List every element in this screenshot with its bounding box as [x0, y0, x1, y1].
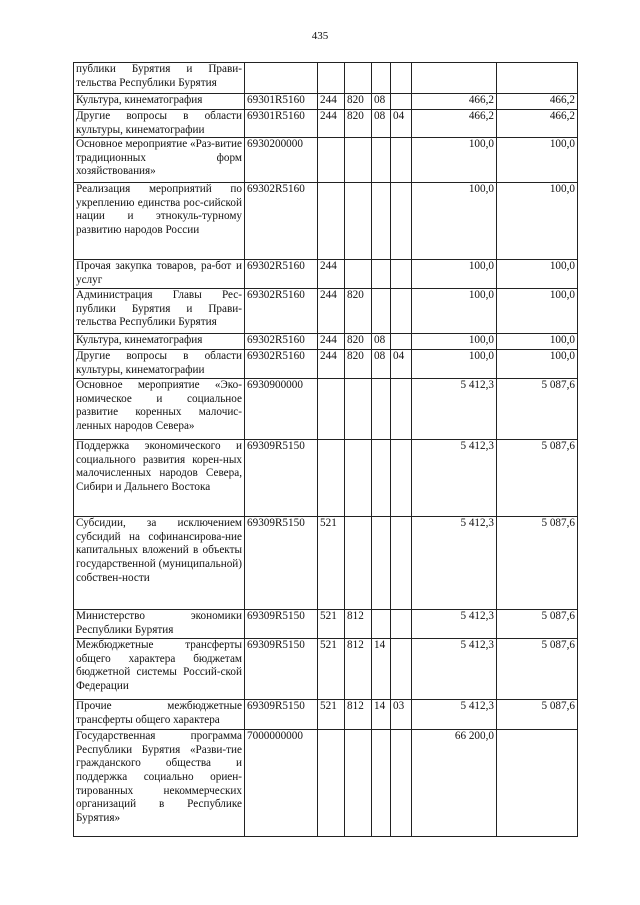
- row-name-cell: Прочая закупка товаров, ра-бот и услуг: [74, 260, 245, 289]
- row-name-cell: Культура, кинематография: [74, 334, 245, 350]
- row-amount-1-cell: 100,0: [412, 350, 497, 379]
- row-pr-cell: [391, 334, 412, 350]
- row-code-cell: 69302R5160: [245, 334, 318, 350]
- table-row: [74, 610, 578, 639]
- row-vr-cell: [318, 138, 345, 183]
- row-amount-1-cell: 5 412,3: [412, 440, 497, 517]
- row-code-cell: 69309R5150: [245, 610, 318, 639]
- row-name-cell: Основное мероприятие «Раз-витие традиционных форм хозяйствования»: [74, 138, 245, 183]
- row-pr-cell: 03: [391, 700, 412, 730]
- row-pr-cell: 04: [391, 350, 412, 379]
- row-grbs-cell: [345, 260, 372, 289]
- row-amount-2-cell: 5 087,6: [497, 379, 578, 440]
- row-code-cell: 6930200000: [245, 138, 318, 183]
- row-name-cell: Культура, кинематография: [74, 94, 245, 110]
- row-amount-1-cell: 100,0: [412, 183, 497, 260]
- row-name-cell: Субсидии, за исключением субсидий на софинансирова-ние капитальных вложений в объекты государственной (муниципальной) собствен-ности: [74, 517, 245, 610]
- row-grbs-cell: [345, 379, 372, 440]
- row-amount-1-cell: 5 412,3: [412, 610, 497, 639]
- row-vr-cell: [318, 440, 345, 517]
- row-code-cell: 69309R5150: [245, 639, 318, 700]
- row-rz-cell: [372, 183, 391, 260]
- row-amount-2-cell: [497, 730, 578, 837]
- row-grbs-cell: 820: [345, 350, 372, 379]
- row-name-cell: Реализация мероприятий по укреплению единства рос-сийской нации и этнокуль-турному развитию народов России: [74, 183, 245, 260]
- row-pr-cell: [391, 138, 412, 183]
- row-amount-2-cell: 100,0: [497, 334, 578, 350]
- row-code-cell: [245, 63, 318, 94]
- row-rz-cell: 14: [372, 700, 391, 730]
- row-grbs-cell: [345, 517, 372, 610]
- row-amount-2-cell: [497, 63, 578, 94]
- row-vr-cell: [318, 379, 345, 440]
- row-rz-cell: [372, 517, 391, 610]
- row-vr-cell: [318, 730, 345, 837]
- row-code-cell: 69309R5150: [245, 517, 318, 610]
- row-rz-cell: 14: [372, 639, 391, 700]
- row-code-cell: 69309R5150: [245, 700, 318, 730]
- row-name-cell: Государственная программа Республики Бурятия «Разви-тие гражданского общества и поддержка социально ориен-тированных некоммерческих организаций в Республике Бурятия»: [74, 730, 245, 837]
- row-amount-2-cell: 466,2: [497, 110, 578, 138]
- row-amount-1-cell: 66 200,0: [412, 730, 497, 837]
- row-name-cell: Министерство экономики Республики Бурятия: [74, 610, 245, 639]
- table-row: [74, 379, 578, 440]
- row-amount-2-cell: 100,0: [497, 183, 578, 260]
- row-pr-cell: [391, 730, 412, 837]
- row-rz-cell: [372, 260, 391, 289]
- row-amount-2-cell: 5 087,6: [497, 639, 578, 700]
- row-vr-cell: 521: [318, 517, 345, 610]
- row-rz-cell: [372, 440, 391, 517]
- row-grbs-cell: [345, 183, 372, 260]
- row-grbs-cell: 812: [345, 700, 372, 730]
- table-row: [74, 334, 578, 350]
- row-name-cell: Другие вопросы в области культуры, кинематографии: [74, 110, 245, 138]
- row-code-cell: 69301R5160: [245, 110, 318, 138]
- row-vr-cell: 244: [318, 334, 345, 350]
- table-row: [74, 110, 578, 138]
- row-grbs-cell: 820: [345, 289, 372, 334]
- row-pr-cell: 04: [391, 110, 412, 138]
- row-pr-cell: [391, 289, 412, 334]
- row-amount-1-cell: 466,2: [412, 110, 497, 138]
- table-row: [74, 350, 578, 379]
- row-pr-cell: [391, 94, 412, 110]
- row-amount-2-cell: 100,0: [497, 138, 578, 183]
- row-rz-cell: [372, 63, 391, 94]
- row-vr-cell: 521: [318, 700, 345, 730]
- row-amount-2-cell: 5 087,6: [497, 700, 578, 730]
- table-row: [74, 260, 578, 289]
- row-amount-2-cell: 100,0: [497, 350, 578, 379]
- row-grbs-cell: 820: [345, 334, 372, 350]
- row-name-cell: Прочие межбюджетные трансферты общего характера: [74, 700, 245, 730]
- row-name-cell: публики Бурятия и Прави-тельства Республики Бурятия: [74, 63, 245, 94]
- row-amount-2-cell: 5 087,6: [497, 517, 578, 610]
- row-code-cell: 69301R5160: [245, 94, 318, 110]
- row-grbs-cell: 820: [345, 110, 372, 138]
- row-name-cell: Администрация Главы Рес-публики Бурятия и Прави-тельства Республики Бурятия: [74, 289, 245, 334]
- row-rz-cell: 08: [372, 334, 391, 350]
- row-rz-cell: [372, 138, 391, 183]
- table-row: [74, 517, 578, 610]
- row-pr-cell: [391, 379, 412, 440]
- table-row: [74, 63, 578, 94]
- row-name-cell: Поддержка экономического и социального развития корен-ных малочисленных народов Севера, Сибири и Дальнего Востока: [74, 440, 245, 517]
- page-number: 435: [311, 30, 329, 42]
- row-vr-cell: [318, 183, 345, 260]
- row-code-cell: 69309R5150: [245, 440, 318, 517]
- row-rz-cell: [372, 610, 391, 639]
- row-name-cell: Межбюджетные трансферты общего характера бюджетам бюджетной системы Россий-ской Федерации: [74, 639, 245, 700]
- row-amount-1-cell: 5 412,3: [412, 700, 497, 730]
- row-vr-cell: 244: [318, 260, 345, 289]
- row-pr-cell: [391, 63, 412, 94]
- row-grbs-cell: 812: [345, 639, 372, 700]
- row-amount-1-cell: 100,0: [412, 334, 497, 350]
- row-rz-cell: 08: [372, 94, 391, 110]
- row-amount-1-cell: 5 412,3: [412, 379, 497, 440]
- row-pr-cell: [391, 639, 412, 700]
- table-row: [74, 94, 578, 110]
- row-vr-cell: 521: [318, 610, 345, 639]
- row-vr-cell: 244: [318, 94, 345, 110]
- table-row: [74, 730, 578, 837]
- budget-table: [73, 62, 578, 837]
- row-amount-1-cell: 100,0: [412, 138, 497, 183]
- table-row: [74, 183, 578, 260]
- row-grbs-cell: [345, 440, 372, 517]
- row-grbs-cell: 812: [345, 610, 372, 639]
- row-name-cell: Другие вопросы в области культуры, кинематографии: [74, 350, 245, 379]
- row-vr-cell: 244: [318, 289, 345, 334]
- row-pr-cell: [391, 260, 412, 289]
- row-amount-1-cell: 100,0: [412, 289, 497, 334]
- row-vr-cell: 244: [318, 350, 345, 379]
- row-code-cell: 69302R5160: [245, 350, 318, 379]
- row-amount-1-cell: [412, 63, 497, 94]
- row-vr-cell: 521: [318, 639, 345, 700]
- row-code-cell: 69302R5160: [245, 289, 318, 334]
- table-row: [74, 138, 578, 183]
- row-pr-cell: [391, 440, 412, 517]
- row-grbs-cell: [345, 63, 372, 94]
- row-amount-2-cell: 5 087,6: [497, 440, 578, 517]
- row-grbs-cell: [345, 730, 372, 837]
- row-rz-cell: [372, 289, 391, 334]
- row-grbs-cell: [345, 138, 372, 183]
- budget-table-body: [74, 63, 578, 837]
- row-vr-cell: 244: [318, 110, 345, 138]
- row-code-cell: 69302R5160: [245, 260, 318, 289]
- table-row: [74, 289, 578, 334]
- row-amount-1-cell: 466,2: [412, 94, 497, 110]
- table-row: [74, 440, 578, 517]
- row-amount-2-cell: 100,0: [497, 260, 578, 289]
- row-rz-cell: [372, 730, 391, 837]
- row-rz-cell: 08: [372, 350, 391, 379]
- row-amount-2-cell: 5 087,6: [497, 610, 578, 639]
- row-rz-cell: [372, 379, 391, 440]
- row-amount-2-cell: 100,0: [497, 289, 578, 334]
- table-row: [74, 639, 578, 700]
- row-vr-cell: [318, 63, 345, 94]
- row-pr-cell: [391, 183, 412, 260]
- row-code-cell: 69302R5160: [245, 183, 318, 260]
- row-pr-cell: [391, 517, 412, 610]
- row-amount-1-cell: 100,0: [412, 260, 497, 289]
- row-code-cell: 6930900000: [245, 379, 318, 440]
- row-pr-cell: [391, 610, 412, 639]
- row-amount-1-cell: 5 412,3: [412, 517, 497, 610]
- row-amount-2-cell: 466,2: [497, 94, 578, 110]
- row-amount-1-cell: 5 412,3: [412, 639, 497, 700]
- row-name-cell: Основное мероприятие «Эко-номическое и социальное развитие коренных малочис-ленных народов Севера»: [74, 379, 245, 440]
- row-code-cell: 7000000000: [245, 730, 318, 837]
- row-rz-cell: 08: [372, 110, 391, 138]
- table-row: [74, 700, 578, 730]
- row-grbs-cell: 820: [345, 94, 372, 110]
